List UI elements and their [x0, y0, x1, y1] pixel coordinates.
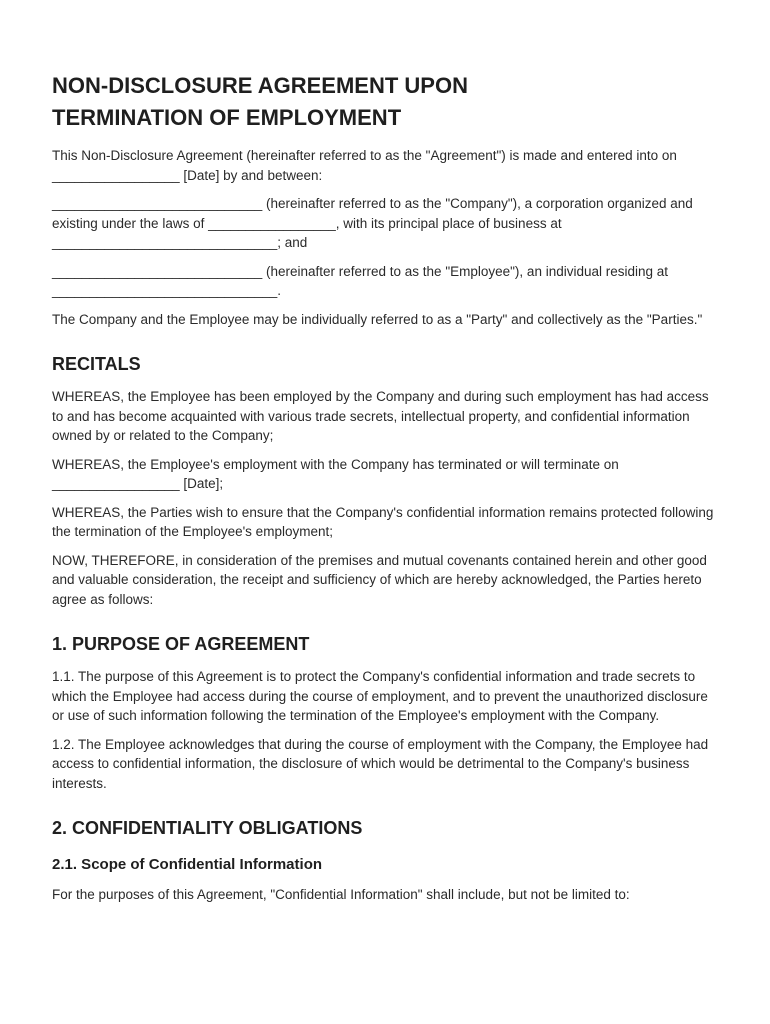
section-1-1-paragraph: 1.1. The purpose of this Agreement is to protect the Company's confidential information and trade secrets to which the Employee had access during the course of employment, and to prevent the unauthorized disclosure or use of such information following the termination of the Employee's employment with the Company.: [52, 669, 708, 723]
now-therefore-paragraph: NOW, THEREFORE, in consideration of the premises and mutual covenants contained herein and other good and valuable consideration, the receipt and sufficiency of which are hereby acknowledged, the Parties hereto agree as follows:: [52, 552, 707, 607]
company-party-paragraph: ____________________________ (hereinafter referred to as the "Company"), a corporation organized and existing under the laws of _________________, with its principal place of business at ______________________________; and: [52, 196, 693, 250]
whereas-paragraph-2: WHEREAS, the Employee's employment with the Company has terminated or will terminate on _________________ [Date];: [52, 456, 619, 491]
title-line-1: NON-DISCLOSURE AGREEMENT UPON: [52, 73, 468, 98]
document-page: [52, 70, 720, 914]
section-2-1-heading: 2.1. Scope of Confidential Information: [52, 856, 323, 873]
document-title: [52, 70, 720, 134]
parties-definition-paragraph: The Company and the Employee may be individually referred to as a "Party" and collectively as the "Parties.": [52, 311, 703, 327]
section-1-2-paragraph: 1.2. The Employee acknowledges that during the course of employment with the Company, the Employee had access to confidential information, the disclosure of which would be detrimental to the Company's business interests.: [52, 736, 709, 791]
whereas-paragraph-3: WHEREAS, the Parties wish to ensure that the Company's confidential information remains protected following the termination of the Employee's employment;: [52, 504, 714, 539]
whereas-paragraph-1: WHEREAS, the Employee has been employed by the Company and during such employment has had access to and has become acquainted with various trade secrets, intellectual property, and confidential information owned by or related to the Company;: [52, 389, 709, 443]
employee-party-paragraph: ____________________________ (hereinafter referred to as the "Employee"), an individual residing at ______________________________.: [52, 263, 669, 298]
recitals-heading: RECITALS: [52, 354, 141, 374]
section-2-heading: 2. CONFIDENTIALITY OBLIGATIONS: [52, 818, 363, 838]
section-2-1-paragraph: For the purposes of this Agreement, "Confidential Information" shall include, but not be limited to:: [52, 887, 630, 902]
section-1-heading: 1. PURPOSE OF AGREEMENT: [52, 634, 310, 654]
title-line-2: TERMINATION OF EMPLOYMENT: [52, 105, 402, 130]
intro-paragraph: This Non-Disclosure Agreement (hereinafter referred to as the "Agreement") is made and entered into on _________________ [Date] by and between:: [52, 148, 677, 183]
